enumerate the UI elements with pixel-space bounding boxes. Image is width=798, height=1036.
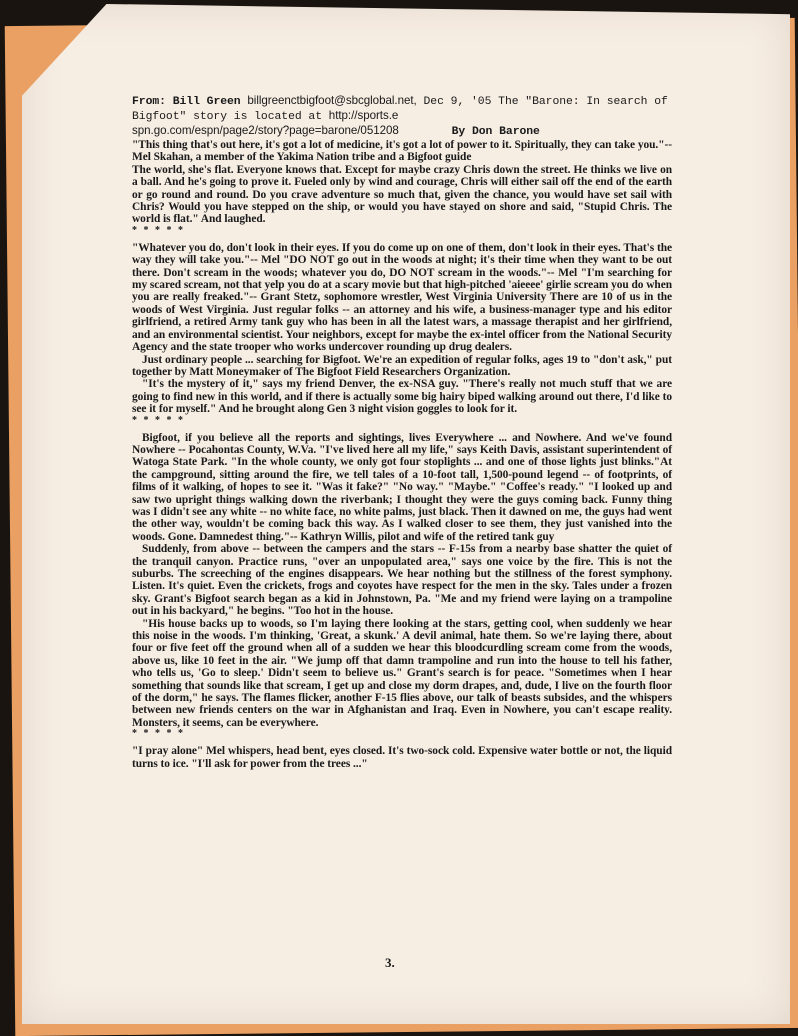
sender-email: billgreenctbigfoot@sbcglobal.net, [247,94,417,107]
story-url-prefix: http://sports.e [328,109,399,122]
from-label: From: [132,96,166,108]
section-divider: * * * * * [132,414,185,426]
body-paragraph: "I pray alone" Mel whispers, head bent, eyes closed. It's two-sock cold. Expensive water bottle or not, the liquid turns to ice. "I'll ask for power from the trees ..." [132,745,672,770]
body-paragraph: Bigfoot, if you believe all the reports and sightings, lives Everywhere ... and Nowhere. And we've found Nowhere -- Pocahontas County, W.Va. "I've lived here all my life," says Keith Davis, assistant superintendent of Watoga State Park. "In the whole county, we only got four stoplights ... and one of those lights just blinks."At the campground, sitting around the fire, we tell tales of a 10-foot tall, 1,500-pound legend -- of footprints, of films of it walking, of hopes to see it. "Was it fake?" "No way." "Maybe." "Coffee's ready." "I looked up and saw two upright things walking down the riverbank; I thought they were the guys coming back. Funny thing was I didn't see any white -- no white face, no white palms, just black. Then it dawned on me, the guys had went the other way, wouldn't be coming back this way. As I walked closer to see them, they just vanished into the woods. Gone. Damnedest thing."-- Kathryn Willis, pilot and wife of the retired tank guy [132,431,672,543]
page-number: 3. [385,955,395,970]
section-divider: * * * * * [132,728,185,740]
body-paragraph: "His house backs up to woods, so I'm laying there looking at the stars, getting cool, when suddenly we hear this noise in the woods. I'm thinking, 'Great, a skunk.' A devil animal, hate them. So we're laying there, about four or five feet off the ground when all of a sudden we hear this bloodcurdling scream come from the woods, above us, like 10 feet in the air. "We jump off that damn trampoline and run into the house to tell his father, who tells us, 'Go to sleep.' Didn't seem to believe us." Grant's search is for peace. "Sometimes when I hear something that sounds like that scream, I get up and close my dorm drapes, and, dude, I live on the fourth floor of the dorm," he says. The flames flicker, another F-15 flies above, our talk of beasts subsides, and the whispers between new friends centers on the war in Afghanistan and Iraq. Even in Nowhere, you can't escape reality. Monsters, it seems, can be everywhere. [132,617,672,729]
document-body [132,94,672,770]
body-paragraph: "It's the mystery of it," says my friend Denver, the ex-NSA guy. "There's really not much stuff that we are going to find new in this world, and if there is actually some big hairy biped walking around out there, I'd like to see it for myself." And he brought along Gen 3 night vision goggles to look for it. [132,378,672,416]
body-paragraph: Just ordinary people ... searching for Bigfoot. We're an expedition of regular folks, ages 19 to "don't ask," put together by Matt Moneymaker of The Bigfoot Field Researchers Organization. [132,353,672,378]
story-url-rest: spn.go.com/espn/page2/story?page=barone/051208 [132,124,399,137]
byline: By Don Barone [451,126,540,138]
email-header [132,94,672,139]
email-date-subject: Dec 9, '05 The "Barone: In search of Bigfoot" story is located at [132,96,668,123]
quote-paragraph: "This thing that's out here, it's got a lot of medicine, it's got a lot of power to it. Spiritually, they can take you."-- Mel Skahan, a member of the Yakima Nation tribe and a Bigfoot guide [132,139,672,164]
body-paragraph: Suddenly, from above -- between the campers and the stars -- F-15s from a nearby base shatter the quiet of the tranquil canyon. Practice runs, "over an unpopulated area," says one voice by the fire. This is not the suburbs. The screeching of the engines disappears. We hear nothing but the stillness of the forest symphony. Listen. It's quiet. Even the crickets, frogs and coyotes have respect for the men in the sky. Tales under a frozen sky. Grant's Bigfoot search began as a kid in Johnstown, Pa. "Me and my friend were laying on a trampoline out in his backyard," he begins. "Too hot in the house. [132,543,672,618]
body-paragraph: "Whatever you do, don't look in their eyes. If you do come up on one of them, don't look in their eyes. That's the way they will take you."-- Mel "DO NOT go out in the woods at night; it's their time when they want to be out there. Don't scream in the woods; whatever you do, DO NOT scream in the woods."-- Mel "I'm searching for my scared scream, not that yelp you do at a scary movie but that high-pitched 'aieeee' girlie scream you do when you are really freaked."-- Grant Stetz, sophomore wrestler, West Virginia University There are 10 of us in the woods of West Virginia. Just regular folks -- an attorney and his wife, a business-manager type and his editor girlfriend, a retired Army tank guy who has been in all the latest wars, a massage therapist and her girlfriend, and an environmental scientist. Your neighbors, except for maybe the ex-intel officer from the National Security Agency and the state trooper who works undercover rounding up drug dealers. [132,241,672,354]
body-paragraph: The world, she's flat. Everyone knows that. Except for maybe crazy Chris down the street. He thinks we live on a ball. And he's going to prove it. Fueled only by wind and courage, Chris will either sail off the end of the earth or go round and round. Do you crave adventure so much that, given the chance, you would have set sail with Chris? Would you have stepped on the ship, or would you have stayed on shore and said, "Stupid Chris. The world is flat." And laughed. [132,163,672,226]
section-divider: * * * * * [132,224,185,236]
from-name: Bill Green [172,96,241,108]
